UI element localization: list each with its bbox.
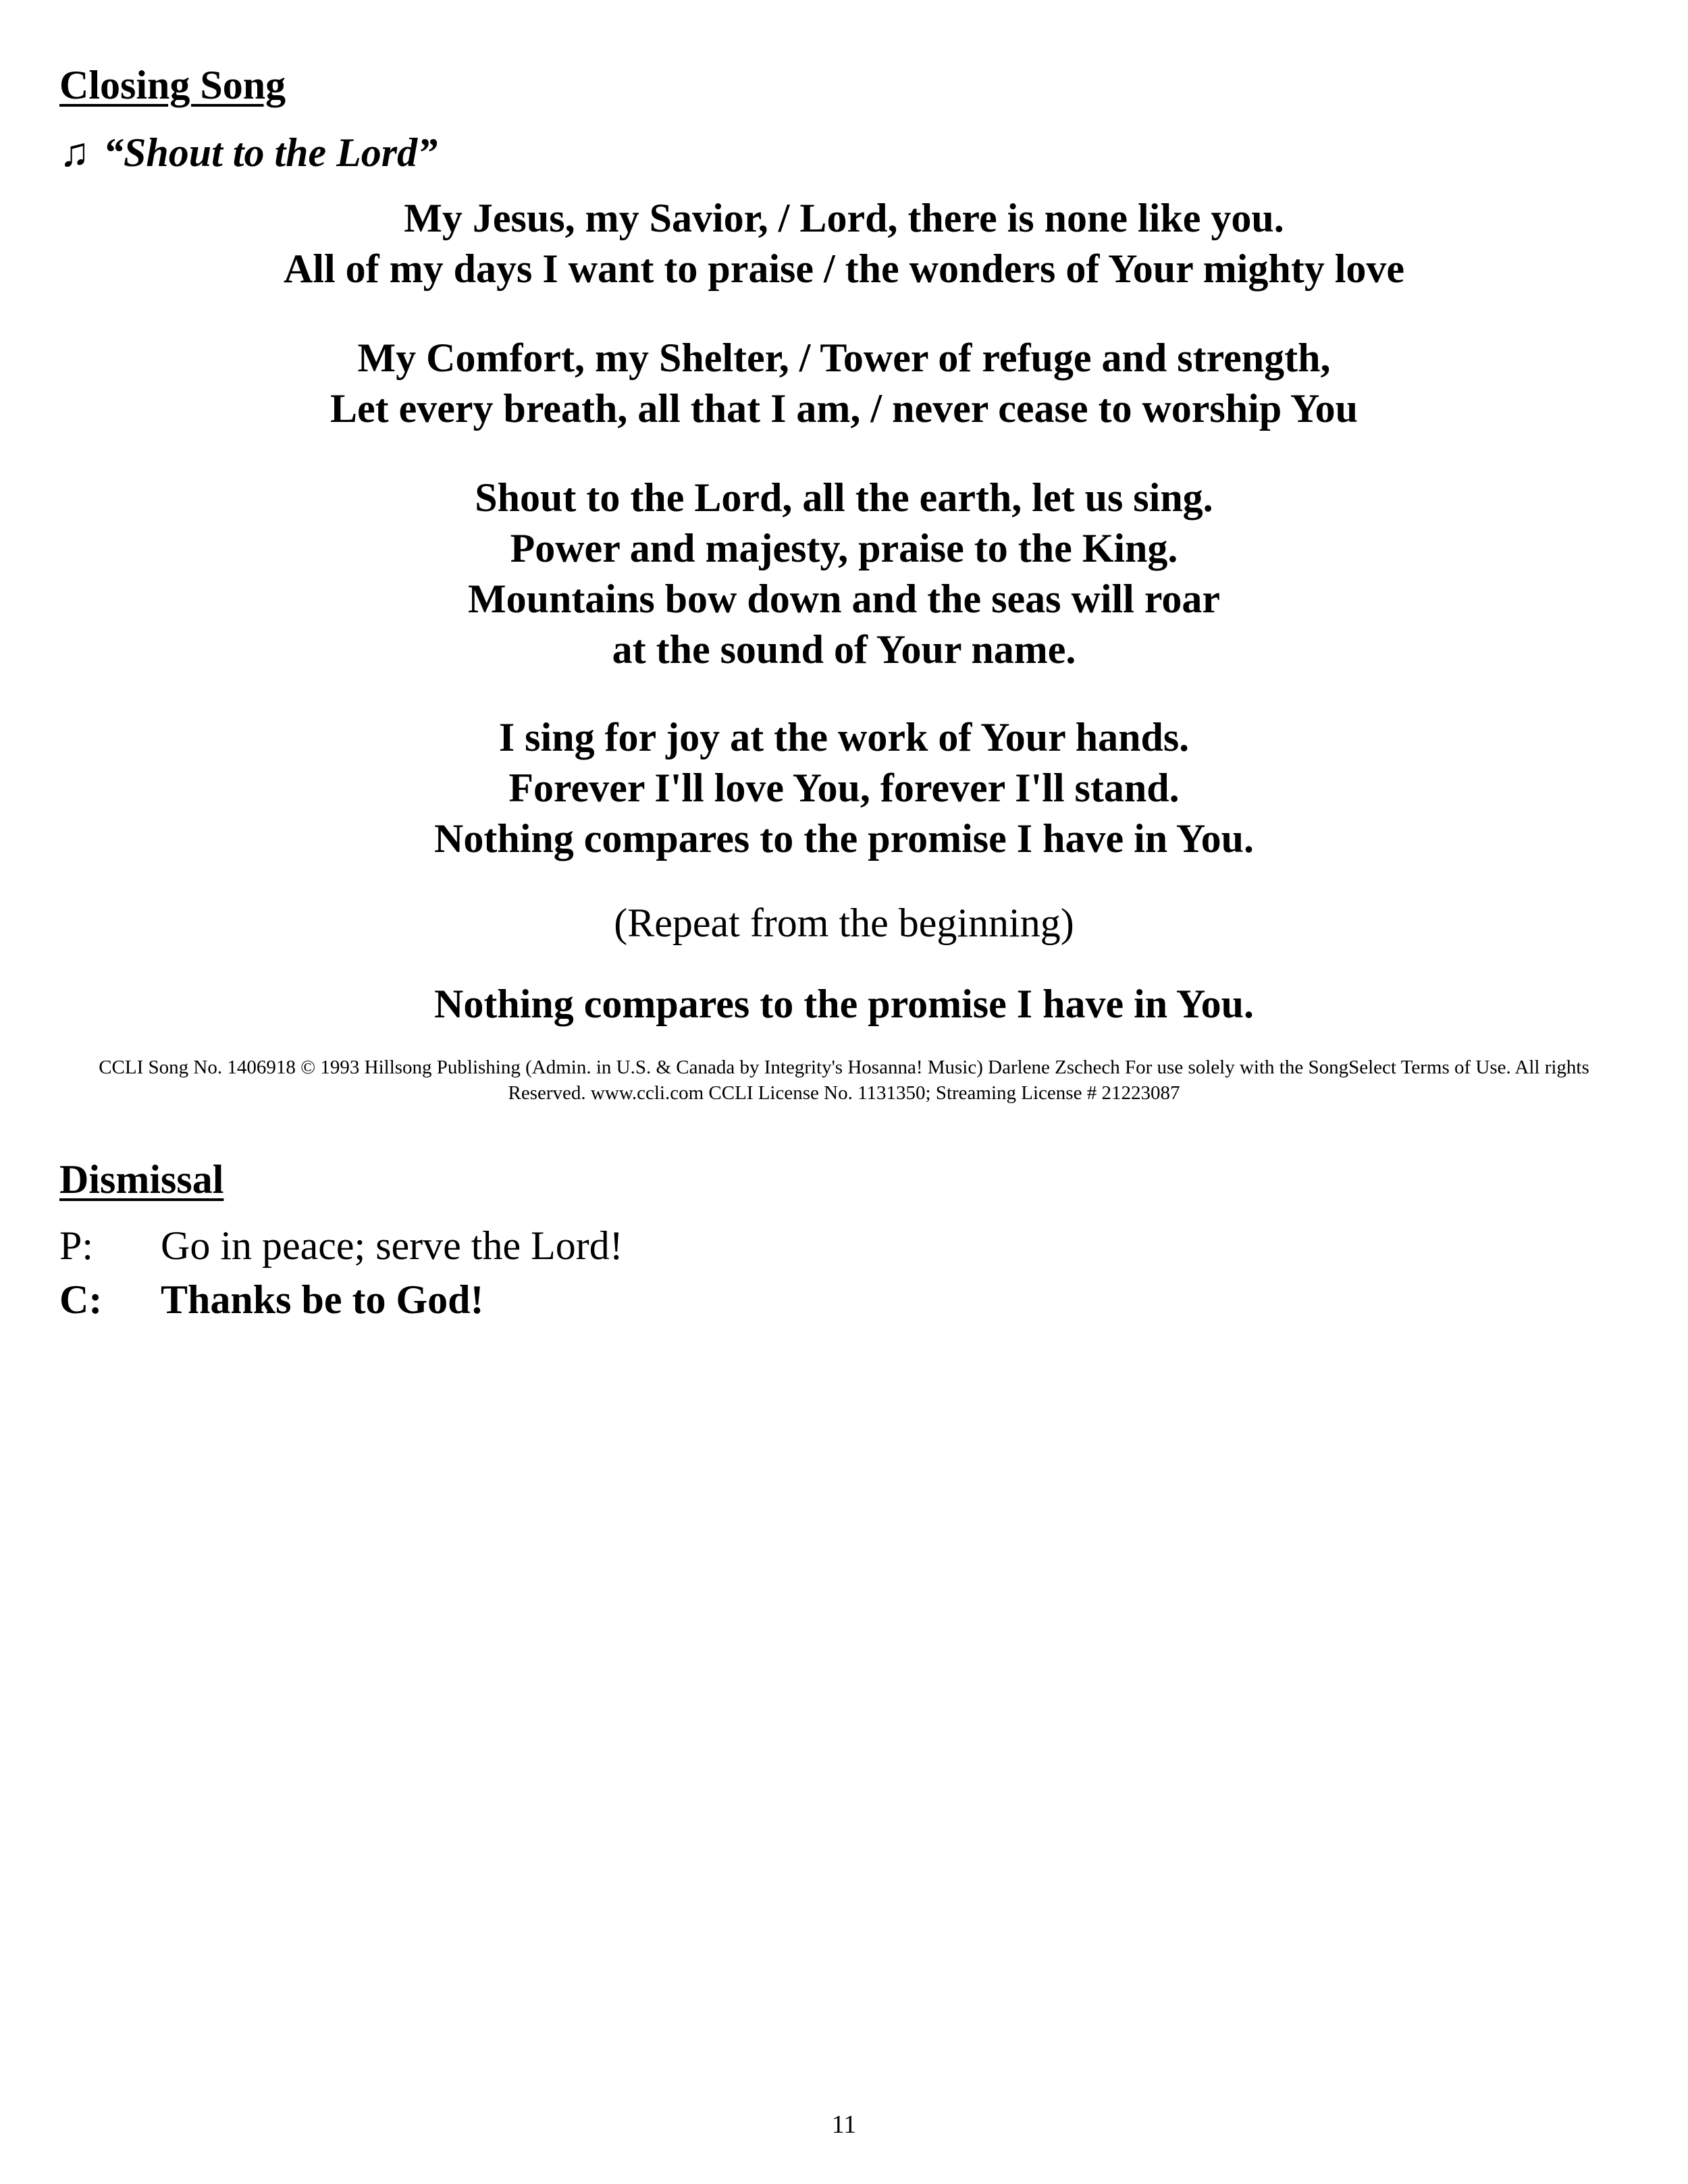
lyric-line: All of my days I want to praise / the wonders of Your mighty love: [284, 246, 1404, 291]
lyric-line: Nothing compares to the promise I have in You.: [434, 816, 1254, 861]
closing-song-heading: Closing Song: [59, 63, 286, 107]
lyric-line: Forever I'll love You, forever I'll stand.: [508, 766, 1180, 810]
lyric-line: Mountains bow down and the seas will roar: [467, 577, 1221, 621]
song-title-text: “Shout to the Lord”: [103, 130, 438, 175]
final-lyric-line: Nothing compares to the promise I have in You.: [434, 982, 1254, 1026]
ccli-copyright-notice: CCLI Song No. 1406918 © 1993 Hillsong Publishing (Admin. in U.S. & Canada by Integrity's Hosanna! Music) Darlene Zschech For use solely with the SongSelect Terms of Use. All rights Reserved. www.ccli.com CCLI License No. 1131350; Streaming License # 21223087: [99, 1057, 1589, 1104]
lyric-line: My Comfort, my Shelter, / Tower of refuge and strength,: [357, 336, 1331, 380]
lyric-line: Shout to the Lord, all the earth, let us sing.: [475, 475, 1213, 520]
verse-1: [0, 193, 1688, 294]
verse-2: [0, 333, 1688, 434]
page-number: 11: [831, 2110, 857, 2139]
bridge: [0, 712, 1688, 864]
lyric-line: Power and majesty, praise to the King.: [510, 526, 1178, 570]
lyric-line: at the sound of Your name.: [612, 627, 1076, 672]
dismissal-heading: Dismissal: [59, 1157, 224, 1202]
speaker-label: C:: [59, 1277, 103, 1322]
dialog-text: Go in peace; serve the Lord!: [161, 1223, 623, 1268]
congregation-line: [59, 1275, 483, 1325]
speaker-label: P:: [59, 1223, 94, 1268]
pastor-line: [59, 1221, 623, 1271]
song-title: [59, 132, 438, 173]
dialog-text: Thanks be to God!: [161, 1277, 484, 1322]
lyric-line: My Jesus, my Savior, / Lord, there is none like you.: [404, 196, 1284, 240]
lyric-line: Let every breath, all that I am, / never cease to worship You: [329, 386, 1359, 431]
music-note-icon: ♫: [59, 130, 90, 175]
lyric-line: I sing for joy at the work of Your hands.: [498, 715, 1190, 760]
chorus: [0, 473, 1688, 675]
repeat-instruction: (Repeat from the beginning): [614, 901, 1074, 945]
